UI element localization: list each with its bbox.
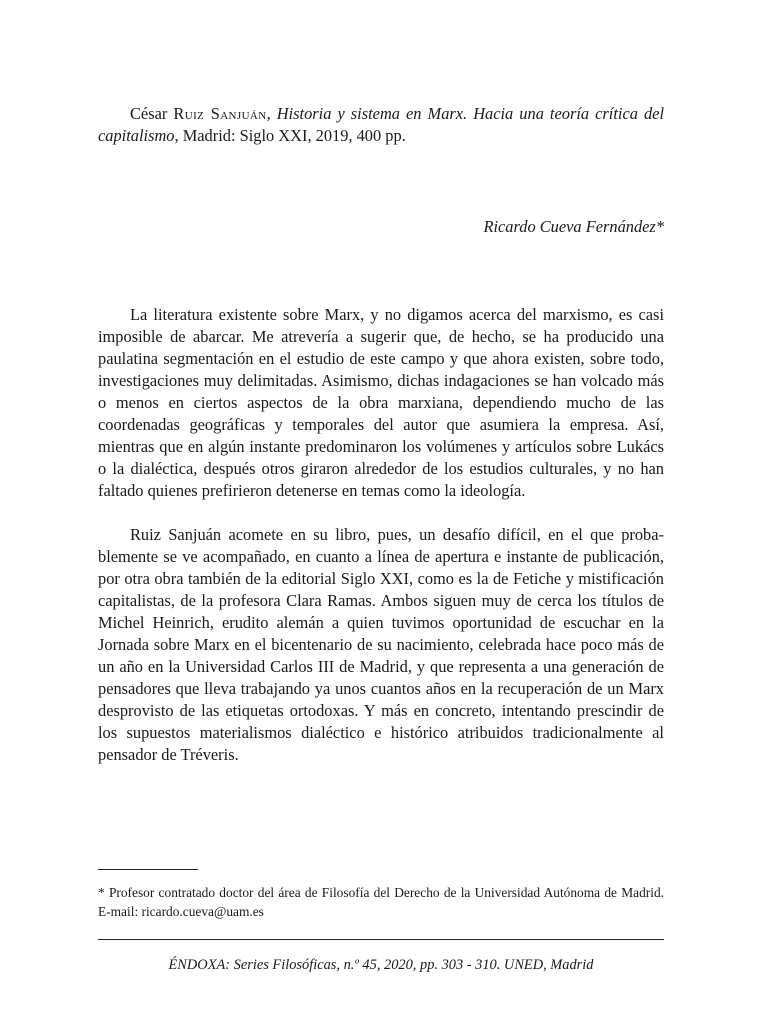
reference-separator: ,	[266, 104, 277, 123]
footer-divider	[98, 939, 664, 940]
footnote: * Profesor contratado doctor del área de Filosofía del Derecho de la Universidad Autónoma de Madrid. E-mail: ricardo.cueva@uam.es	[98, 885, 664, 919]
page-footer: ÉNDOXA: Series Filosóficas, n.º 45, 2020, pp. 303 - 310. UNED, Madrid	[168, 957, 594, 973]
author-first-name: César	[130, 104, 168, 123]
footnote-divider	[98, 869, 198, 870]
reviewer-name: Ricardo Cueva Fernández*	[483, 217, 664, 236]
publication-details: , Madrid: Siglo XXI, 2019, 400 pp.	[174, 126, 406, 145]
body-paragraph-1: La literatura existente sobre Marx, y no digamos acerca del marxismo, es casi imposible de abarcar. Me atrevería a sugerir que, de hecho, se ha producido una paulatina segmentación en el estudio de este campo y que ahora existen, sobre todo, investigaciones muy delimitadas. Asimismo, dichas indagaciones se han volcado más o menos en ciertos aspectos de la obra marxiana, dependiendo mucho de las coordenadas geográficas y temporales del autor que asumiera la empresa. Así, mientras que en algún instante predominaron los volúmenes y artículos sobre Lukács o la dialéctica, después otros giraron alrededor de los estudios culturales, y no han faltado quienes prefirieron detenerse en temas como la ideología.	[98, 305, 664, 500]
book-title: Historia y sistema en Marx. Hacia una teoría crítica del capitalismo	[98, 104, 664, 145]
review-body	[98, 304, 664, 788]
author-last-name: Ruiz Sanjuán	[173, 104, 267, 123]
document-page	[98, 0, 664, 1024]
body-paragraph-2: Ruiz Sanjuán acomete en su libro, pues, un desafío difícil, en el que probablemente se ve acompañado, en cuanto a línea de apertura e instante de publicación, por otra obra también de la editorial Siglo XXI, como es la de Fetiche y mistificación capitalistas, de la profesora Clara Ramas. Ambos siguen muy de cerca los títulos de Michel Heinrich, erudito alemán a quien tuvimos oportunidad de escuchar en la Jornada sobre Marx en el bicentenario de su nacimiento, celebrada hace poco más de un año en la Universidad Carlos III de Madrid, y que representa a una generación de pensadores que lleva trabajando ya unos cuantos años en la recuperación de un Marx desprovisto de las etiquetas ortodoxas. Y más en concreto, intentando prescindir de los supuestos materialismos dialéctico e histórico atribuidos tradicionalmente al pensador de Tréveris.	[98, 525, 664, 764]
book-reference	[98, 103, 664, 147]
